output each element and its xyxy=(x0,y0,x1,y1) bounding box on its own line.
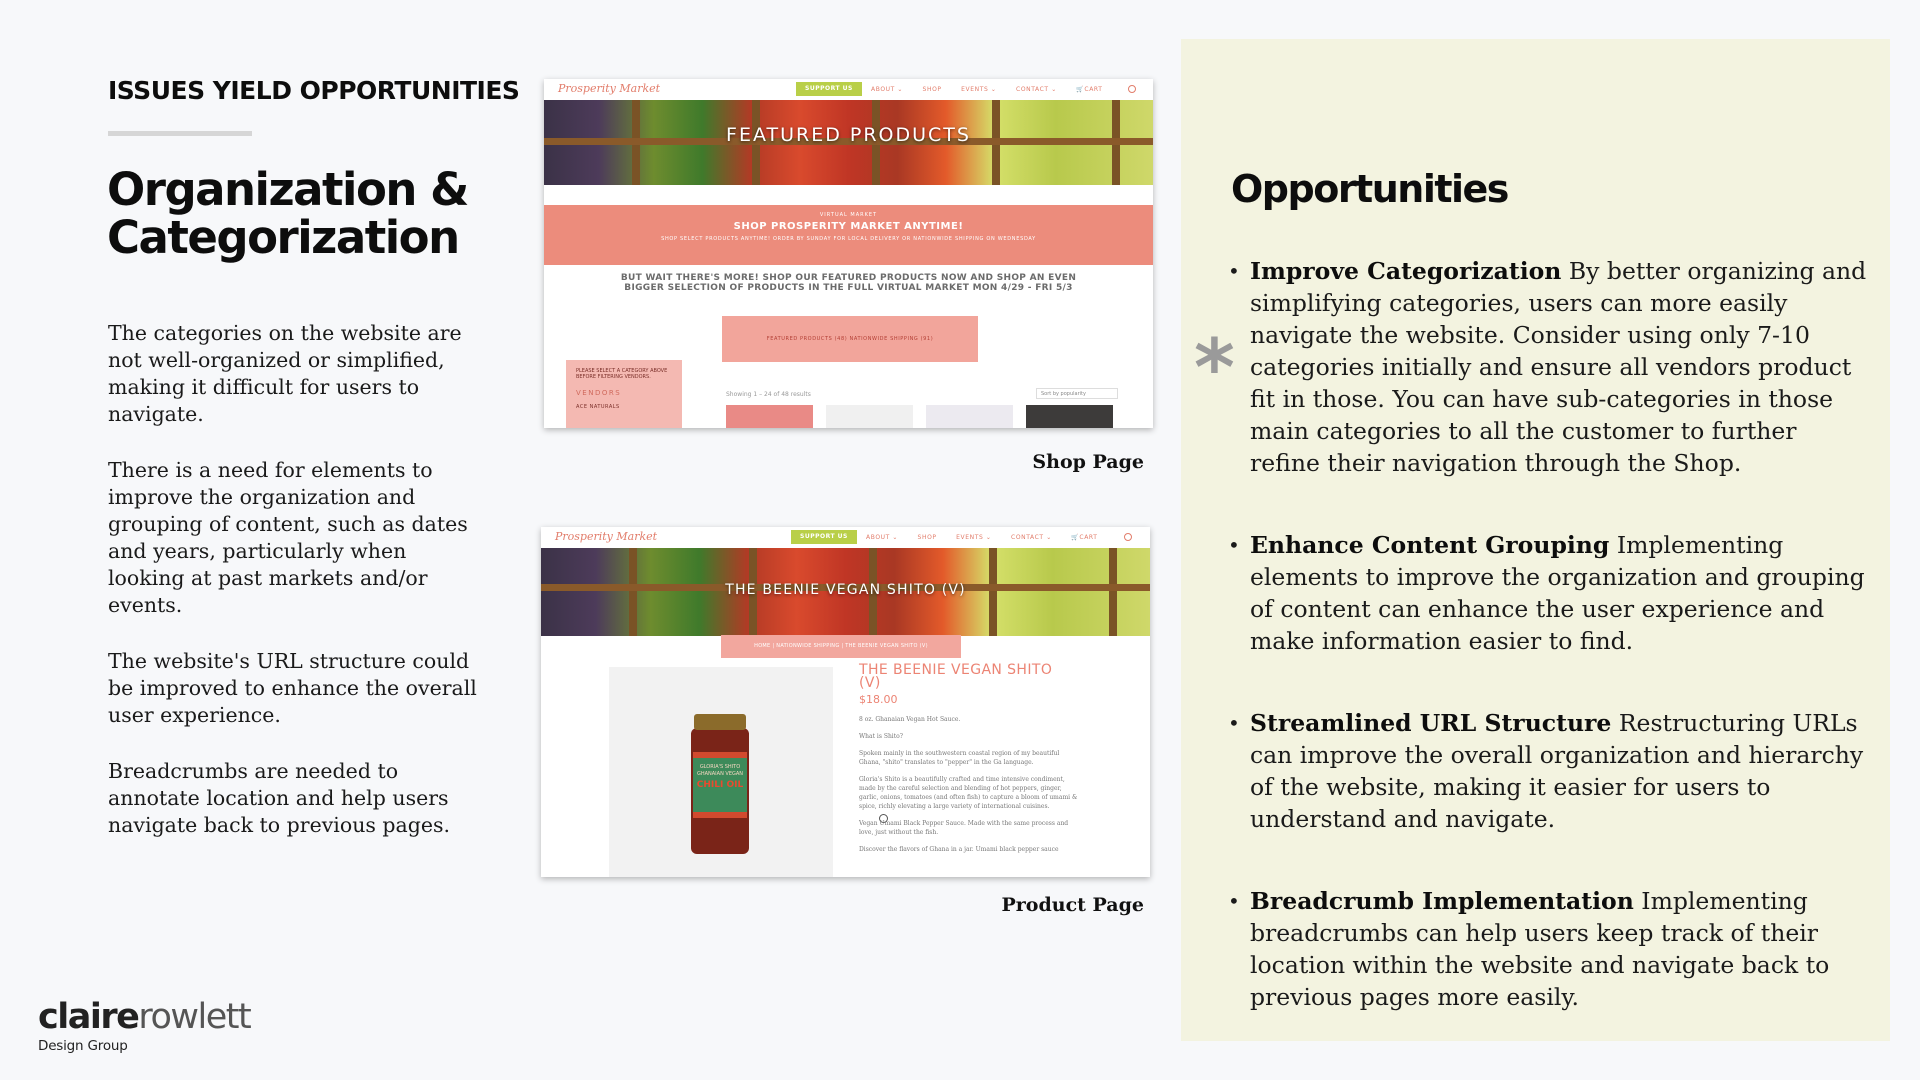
product-page-screenshot xyxy=(541,527,1150,877)
product-name: THE BEENIE VEGAN SHITO (V) xyxy=(859,662,1053,691)
description-line: Spoken mainly in the southwestern coastal region of my beautiful Ghana, "shito" translates to "pepper" in the Ga language. xyxy=(859,750,1060,766)
hero-title: FEATURED PRODUCTS xyxy=(726,124,971,146)
support-us-button: SUPPORT US xyxy=(791,530,857,544)
nav-link-cart: 🛒CART xyxy=(1071,534,1098,541)
virtual-market-band xyxy=(544,205,1153,265)
opportunity-item xyxy=(1232,529,1872,657)
hero-banner xyxy=(544,100,1153,185)
jar-lid xyxy=(694,714,746,730)
opportunities-list xyxy=(1232,255,1872,1063)
shop-page-screenshot xyxy=(544,79,1153,428)
nav-link-contact: CONTACT ⌄ xyxy=(1011,534,1052,541)
issue-paragraph: Breadcrumbs are needed to annotate location and help users navigate back to previous pages. xyxy=(108,759,451,837)
description-line: Discover the flavors of Ghana in a jar. Umami black pepper sauce xyxy=(859,846,1059,853)
band-subtitle: SHOP SELECT PRODUCTS ANYTIME! ORDER BY SUNDAY FOR LOCAL DELIVERY OR NATIONWIDE SHIPPING ON WEDNESDAY xyxy=(661,236,1036,242)
hero-title: THE BEENIE VEGAN SHITO (V) xyxy=(725,582,966,598)
product-price: $18.00 xyxy=(859,693,898,706)
band-eyebrow: VIRTUAL MARKET xyxy=(819,212,878,218)
band-title: SHOP PROSPERITY MARKET ANYTIME! xyxy=(733,221,964,232)
nav-link-about: ABOUT ⌄ xyxy=(866,534,899,541)
opportunity-heading: Streamlined URL Structure xyxy=(1250,709,1612,737)
site-brand-logo: Prosperity Market xyxy=(555,530,658,543)
description-line: 8 oz. Ghanaian Vegan Hot Sauce. xyxy=(859,716,961,723)
site-nav-links xyxy=(866,534,1115,541)
opportunity-text: Implementing breadcrumbs can help users keep track of their location within the website and navigate back to previous pages more easily. xyxy=(1250,887,1830,1011)
issue-paragraph: The website's URL structure could be improved to enhance the overall user experience. xyxy=(108,649,477,727)
issues-body xyxy=(108,320,488,868)
nav-link-cart: 🛒CART xyxy=(1076,86,1103,93)
vendor-item: ACE NATURALS xyxy=(576,404,620,410)
results-count: Showing 1 – 24 of 48 results xyxy=(726,391,811,398)
product-thumbnail xyxy=(826,405,913,428)
product-page-caption: Product Page xyxy=(1001,894,1144,916)
nav-link-shop: SHOP xyxy=(917,534,937,541)
logo-subtitle: Design Group xyxy=(38,1038,128,1054)
nav-link-about: ABOUT ⌄ xyxy=(871,86,904,93)
hero-banner xyxy=(541,548,1150,636)
opportunity-item xyxy=(1232,707,1872,835)
opportunity-heading: Improve Categorization xyxy=(1250,257,1562,285)
asterisk-icon: * xyxy=(1194,324,1235,414)
opportunity-text: Implementing elements to improve the organization and grouping of content can enhance the user experience and make information easier to find. xyxy=(1250,531,1865,655)
jar-product: CHILI OIL xyxy=(696,780,744,790)
jar-line: GHANAIAN VEGAN xyxy=(696,771,744,777)
sort-select: Sort by popularity xyxy=(1036,388,1118,399)
issue-paragraph: There is a need for elements to improve the organization and grouping of content, such as dates and years, particularly when looking at past markets and/or events. xyxy=(108,458,468,617)
opportunity-heading: Breadcrumb Implementation xyxy=(1250,887,1634,915)
site-nav xyxy=(544,79,1153,100)
site-brand-logo: Prosperity Market xyxy=(558,82,661,95)
opportunity-heading: Enhance Content Grouping xyxy=(1250,531,1610,559)
company-logo xyxy=(38,998,250,1054)
support-us-button: SUPPORT US xyxy=(796,82,862,96)
featured-blurb: BUT WAIT THERE'S MORE! SHOP OUR FEATURED PRODUCTS NOW AND SHOP AN EVEN BIGGER SELECTION OF PRODUCTS IN THE FULL VIRTUAL MARKET MON 4/29 - FRI 5/3 xyxy=(620,273,1077,293)
vendor-filter-box xyxy=(566,360,682,428)
jar-brand: GLORIA'S SHITO xyxy=(699,764,741,770)
site-nav-links xyxy=(871,86,1120,93)
nav-link-events: EVENTS ⌄ xyxy=(956,534,992,541)
section-eyebrow: ISSUES YIELD OPPORTUNITIES xyxy=(108,76,520,105)
shop-page-caption: Shop Page xyxy=(1032,451,1144,473)
product-thumbnail xyxy=(726,405,813,428)
issue-paragraph: The categories on the website are not well-organized or simplified, making it difficult for users to navigate. xyxy=(108,321,462,426)
vendor-filter-note: PLEASE SELECT A CATEGORY ABOVE BEFORE FILTERING VENDORS. xyxy=(576,368,668,380)
category-filter-bar: FEATURED PRODUCTS (48) NATIONWIDE SHIPPING (91) xyxy=(722,316,978,362)
product-description xyxy=(859,715,1081,862)
product-thumbnail xyxy=(926,405,1013,428)
product-thumbnail xyxy=(1026,405,1113,428)
description-line: What is Shito? xyxy=(859,733,903,740)
product-jar-illustration xyxy=(691,714,749,854)
nav-link-events: EVENTS ⌄ xyxy=(961,86,997,93)
nav-link-contact: CONTACT ⌄ xyxy=(1016,86,1057,93)
search-icon xyxy=(1124,533,1132,541)
eyebrow-divider xyxy=(108,131,252,136)
opportunities-title: Opportunities xyxy=(1231,167,1508,211)
opportunity-text: Restructuring URLs can improve the overall organization and hierarchy of the website, making it easier for users to understand and navigate. xyxy=(1250,709,1864,833)
opportunity-item xyxy=(1232,255,1872,479)
logo-wordmark xyxy=(38,998,250,1036)
description-line: Gloria's Shito is a beautifully crafted and time intensive condiment, made by the careful selection and blending of hot peppers, ginger, garlic, onions, tomatoes (and often fish) to capture a bloom of umami & spice, richly elevating a large variety of international cuisines. xyxy=(859,776,1078,810)
nav-link-shop: SHOP xyxy=(922,86,942,93)
logo-part-light: rowlett xyxy=(138,997,251,1037)
site-nav xyxy=(541,527,1150,548)
search-icon xyxy=(1128,85,1136,93)
breadcrumb: HOME | NATIONWIDE SHIPPING | THE BEENIE VEGAN SHITO (V) xyxy=(721,635,961,658)
opportunity-item xyxy=(1232,885,1872,1013)
logo-part-bold: claire xyxy=(38,997,139,1037)
opportunity-text: By better organizing and simplifying categories, users can more easily navigate the website. Consider using only 7-10 categories initially and ensure all vendors product fit in those. You can have sub-categories in those main categories to all the customer to further refine their navigation through the Shop. xyxy=(1250,257,1867,477)
vendors-heading: VENDORS xyxy=(576,389,622,397)
description-line: Vegan Umami Black Pepper Sauce. Made with the same process and love, just without the fish. xyxy=(859,820,1069,836)
page-title: Organization & Categorization xyxy=(107,163,468,264)
jar-label xyxy=(693,752,747,818)
